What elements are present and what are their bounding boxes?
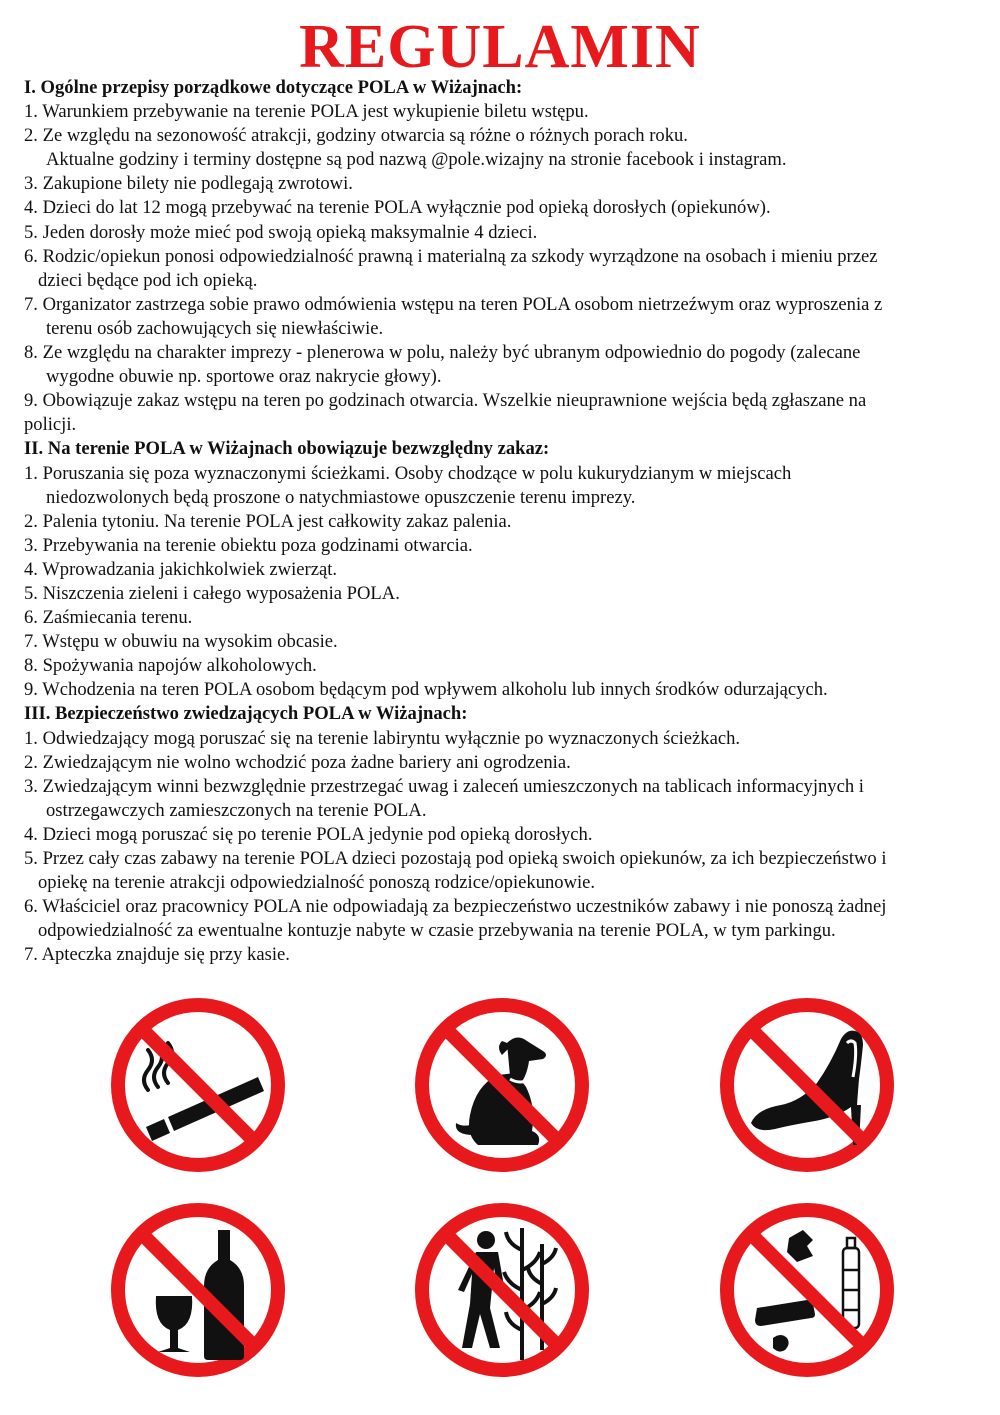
rule-line: 1. Odwiedzający mogą poruszać się na terenie labiryntu wyłącznie po wyznaczonych ścieżkach.: [24, 727, 741, 749]
rule-line: 4. Dzieci do lat 12 mogą przebywać na terenie POLA wyłącznie pod opieką dorosłych (opiekunów).: [24, 197, 771, 219]
rule-line: 1. Poruszania się poza wyznaczonymi ścieżkami. Osoby chodzące w polu kukurydzianym w miejscach: [24, 462, 792, 484]
rule-line: 8. Ze względu na charakter imprezy - plenerowa w polu, należy być ubranym odpowiednio do pogody (zalecane: [24, 342, 861, 364]
rule-line: 7. Wstępu w obuwiu na wysokim obcasie.: [24, 631, 338, 653]
rule-line: opiekę na terenie atrakcji odpowiedzialność ponoszą rodzice/opiekunowie.: [38, 872, 596, 894]
rule-line: 5. Niszczenia zieleni i całego wyposażenia POLA.: [24, 582, 400, 604]
rule-line: wygodne obuwie np. sportowe oraz nakrycie głowy).: [46, 366, 442, 388]
no-smoking-icon: [108, 995, 288, 1175]
rule-line: 6. Rodzic/opiekun ponosi odpowiedzialność prawną i materialną za szkody wyrządzone na osobach i mieniu przez: [24, 245, 878, 267]
rule-line: 4. Wprowadzania jakichkolwiek zwierząt.: [24, 558, 338, 580]
rule-line: 8. Spożywania napojów alkoholowych.: [24, 655, 317, 677]
rule-line: 3. Zakupione bilety nie podlegają zwrotowi.: [24, 173, 353, 195]
rule-line: terenu osób zachowujących się niewłaściwie.: [46, 317, 384, 339]
rule-line: 2. Zwiedzającym nie wolno wchodzić poza żadne bariery ani ogrodzenia.: [24, 751, 571, 773]
section-3-heading: III. Bezpieczeństwo zwiedzających POLA w Wiżajnach:: [24, 703, 468, 725]
rule-line: 6. Zaśmiecania terenu.: [24, 607, 193, 629]
rule-line: 7. Organizator zastrzega sobie prawo odmówienia wstępu na teren POLA osobom nietrzeźwym oraz wyproszenia z: [24, 293, 883, 315]
section-2-heading: II. Na terenie POLA w Wiżajnach obowiązuje bezwzględny zakaz:: [24, 438, 550, 460]
page-title: REGULAMIN: [299, 13, 701, 81]
rule-line: 6. Właściciel oraz pracownicy POLA nie odpowiadają za bezpieczeństwo uczestników zabawy i nie ponoszą żadnej: [24, 896, 887, 918]
rule-line: 7. Apteczka znajduje się przy kasie.: [24, 944, 290, 966]
no-alcohol-icon: [108, 1200, 288, 1380]
rule-line: odpowiedzialność za ewentualne kontuzje nabyte w czasie przebywania na terenie POLA, w tym parkingu.: [38, 920, 836, 942]
rule-line: niedozwolonych będą proszone o natychmiastowe opuszczenie terenu imprezy.: [46, 486, 636, 508]
rule-line: 5. Jeden dorosły może mieć pod swoją opieką maksymalnie 4 dzieci.: [24, 221, 538, 243]
no-leaving-paths-icon: [412, 1200, 592, 1380]
rule-line: 4. Dzieci mogą poruszać się po terenie POLA jedynie pod opieką dorosłych.: [24, 823, 593, 845]
rule-line: 2. Ze względu na sezonowość atrakcji, godziny otwarcia są różne o różnych porach roku.: [24, 125, 688, 147]
no-littering-icon: [717, 1200, 897, 1380]
rule-line: dzieci będące pod ich opieką.: [38, 269, 258, 291]
rule-line: 5. Przez cały czas zabawy na terenie POLA dzieci pozostają pod opieką swoich opiekunów, za ich bezpieczeństwo i: [24, 848, 887, 869]
section-1-heading: I. Ogólne przepisy porządkowe dotyczące POLA w Wiżajnach:: [24, 77, 523, 98]
rule-line: 1. Warunkiem przebywanie na terenie POLA jest wykupienie biletu wstępu.: [24, 101, 589, 123]
no-high-heels-icon: [717, 995, 897, 1175]
rule-line: 3. Przebywania na terenie obiektu poza godzinami otwarcia.: [24, 534, 473, 556]
no-dogs-icon: [412, 995, 592, 1175]
rule-line: 9. Obowiązuje zakaz wstępu na teren po godzinach otwarcia. Wszelkie nieuprawnione wejścia będą zgłaszane na: [24, 390, 867, 412]
regulations-text: [24, 76, 979, 967]
rule-line: 2. Palenia tytoniu. Na terenie POLA jest całkowity zakaz palenia.: [24, 510, 512, 532]
rule-line: policji.: [24, 414, 77, 436]
rule-line: Aktualne godziny i terminy dostępne są pod nazwą @pole.wizajny na stronie facebook i instagram.: [46, 149, 787, 171]
rule-line: ostrzegawczych zamieszczonych na terenie POLA.: [46, 799, 427, 821]
prohibition-signs: [0, 995, 1000, 1415]
rule-line: 9. Wchodzenia na teren POLA osobom będącym pod wpływem alkoholu lub innych środków odurzających.: [24, 679, 828, 701]
rule-line: 3. Zwiedzającym winni bezwzględnie przestrzegać uwag i zaleceń umieszczonych na tablicach informacyjnych i: [24, 775, 864, 797]
